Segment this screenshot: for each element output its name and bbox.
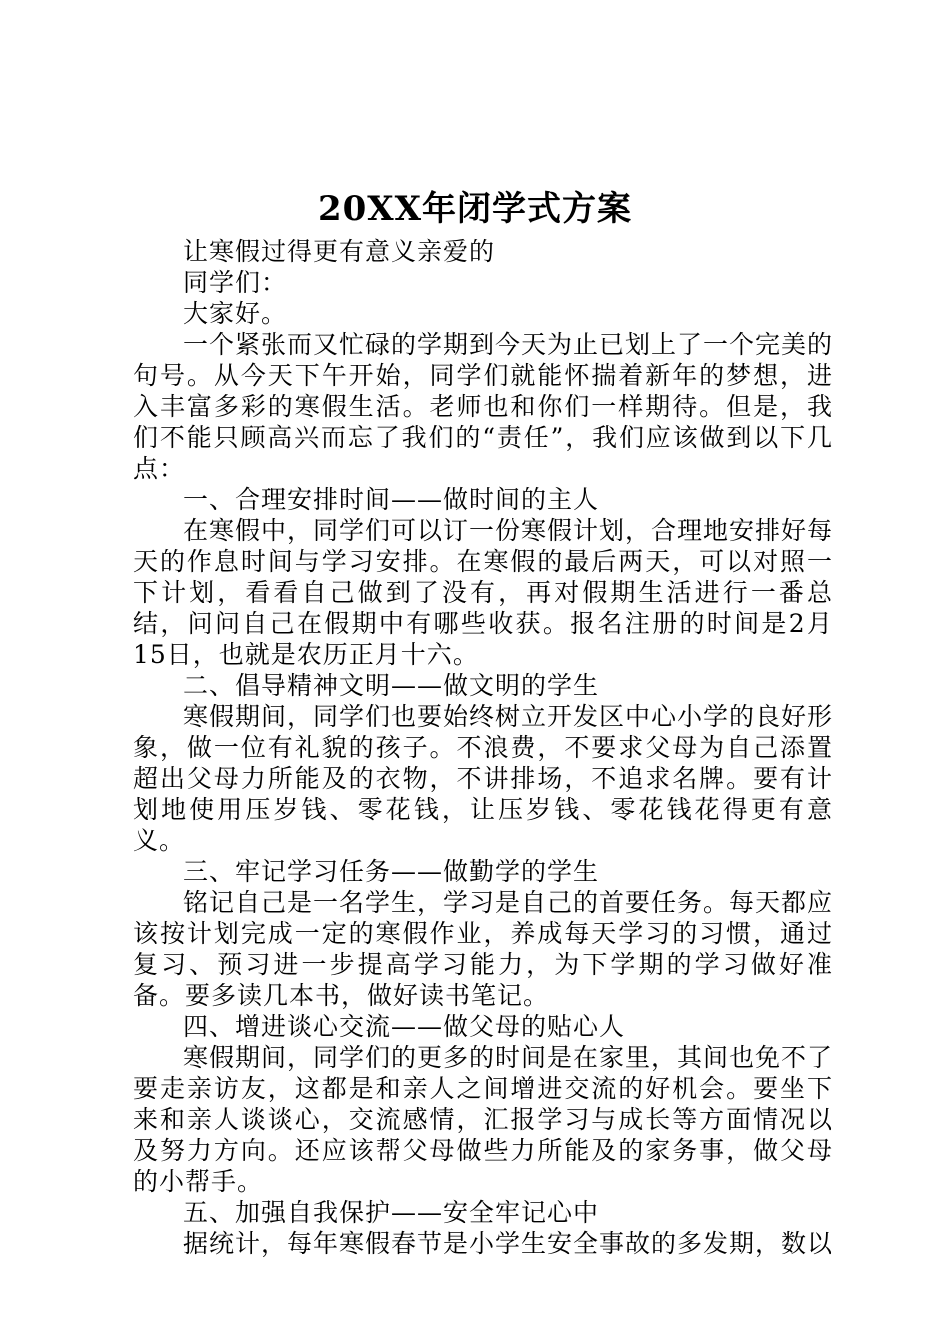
- paragraph: 铭记自己是一名学生，学习是自己的首要任务。每天都应该按计划完成一定的寒假作业，养成每天学习的习惯，通过复习、预习进一步提高学习能力，为下学期的学习做好准备。要多读几本书，做好读书笔记。: [133, 888, 834, 1010]
- paragraph: 据统计，每年寒假春节是小学生安全事故的多发期，数以: [183, 1229, 834, 1258]
- section-heading: 五、加强自我保护——安全牢记心中: [183, 1198, 600, 1227]
- paragraph: 寒假期间，同学们的更多的时间是在家里，其间也免不了要走亲访友，这都是和亲人之间增进交流的好机会。要坐下来和亲人谈谈心，交流感情，汇报学习与成长等方面情况以及努力方向。还应该帮父母做些力所能及的家务事，做父母的小帮手。: [133, 1043, 834, 1196]
- paragraph: 一个紧张而又忙碌的学期到今天为止已划上了一个完美的句号。从今天下午开始，同学们就能怀揣着新年的梦想，进入丰富多彩的寒假生活。老师也和你们一样期待。但是，我们不能只顾高兴而忘了我们的“责任”，我们应该做到以下几点：: [133, 330, 834, 483]
- document-title: 20XX年闭学式方案: [317, 189, 633, 229]
- document-body: [133, 236, 833, 1259]
- paragraph: 大家好。: [183, 299, 288, 328]
- section-heading: 三、牢记学习任务——做勤学的学生: [183, 857, 600, 886]
- paragraph: 同学们：: [183, 268, 288, 297]
- paragraph: 寒假期间，同学们也要始终树立开发区中心小学的良好形象，做一位有礼貌的孩子。不浪费，不要求父母为自己添置超出父母力所能及的衣物，不讲排场，不追求名牌。要有计划地使用压岁钱、零花钱，让压岁钱、零花钱花得更有意义。: [133, 702, 834, 855]
- section-heading: 一、合理安排时间——做时间的主人: [183, 485, 600, 514]
- paragraph: 让寒假过得更有意义亲爱的: [183, 237, 496, 266]
- section-heading: 二、倡导精神文明——做文明的学生: [183, 671, 600, 700]
- section-heading: 四、增进谈心交流——做父母的贴心人: [183, 1012, 626, 1041]
- paragraph: 在寒假中，同学们可以订一份寒假计划，合理地安排好每天的作息时间与学习安排。在寒假的最后两天，可以对照一下计划，看看自己做到了没有，再对假期生活进行一番总结，问问自己在假期中有哪些收获。报名注册的时间是2月15日，也就是农历正月十六。: [133, 516, 834, 669]
